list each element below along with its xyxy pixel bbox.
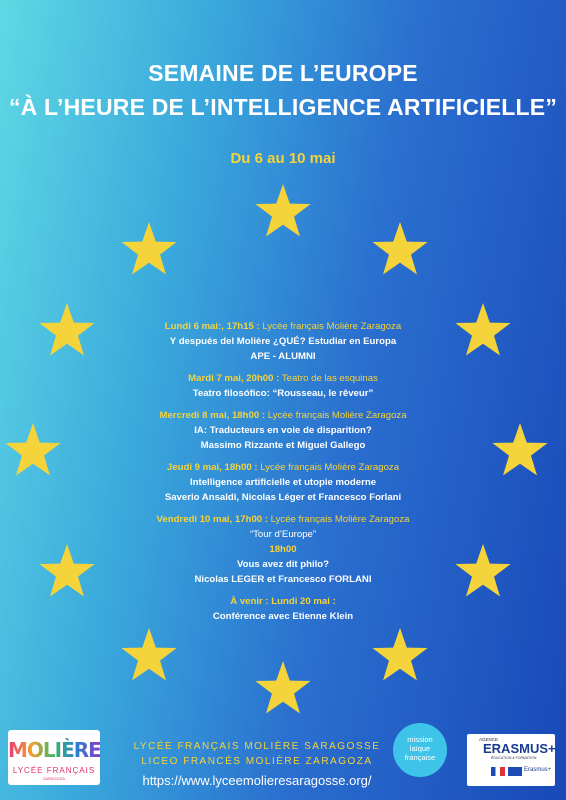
event-title: Conférence avec Etienne Klein <box>212 611 354 622</box>
event-where: Lycée français Molière Zaragoza <box>265 410 407 421</box>
erasmus-tag: ÉDUCATION & FORMATION <box>491 756 537 760</box>
event-when: Vendredi 10 mai, 17h00 : <box>156 514 268 525</box>
events-list <box>0 319 566 631</box>
erasmus-small: Erasmus+ <box>524 767 552 773</box>
star-icon <box>121 628 176 681</box>
event-when: À venir : Lundi 20 mai : <box>230 596 336 607</box>
event-item-monday <box>0 319 566 364</box>
event-item-wednesday <box>0 408 566 453</box>
france-flag-icon <box>491 767 505 776</box>
mission-laique-logo <box>393 723 447 777</box>
event-speakers: Massimo Rizzante et Miguel Gallego <box>200 440 366 451</box>
mlf-line: mission <box>407 735 433 744</box>
moliere-logo-sub2: ZARAGOZA <box>42 776 65 781</box>
event-title: Intelligence artificielle et utopie moderne <box>189 477 377 488</box>
event-when: Jeudi 9 mai, 18h00 : <box>166 462 258 473</box>
event-where: Teatro de las esquinas <box>279 373 378 384</box>
event-title: Y después del Molière ¿QUÉ? Estudiar en Europa <box>169 336 397 347</box>
event-item-tuesday <box>0 371 566 401</box>
event-where: Lycée français Molière Zaragoza <box>257 462 400 473</box>
erasmus-word: ERASMUS+ <box>483 741 556 756</box>
star-icon <box>255 184 310 237</box>
event-title: Vous avez dit philo? <box>236 559 330 570</box>
event-when: Lundi 6 mai:, 17h15 : <box>164 321 260 332</box>
event-when: Mardi 7 mai, 20h00 : <box>188 373 280 384</box>
erasmus-logo <box>467 734 555 786</box>
footer-website-link[interactable]: https://www.lyceemolieresaragosse.org/ <box>142 773 372 788</box>
event-dates: Du 6 au 10 mai <box>230 150 336 167</box>
moliere-logo-sub: LYCÉE FRANÇAIS <box>12 766 96 775</box>
event-where: Lycée français Molière Zaragoza <box>259 321 402 332</box>
event-item-upcoming <box>0 594 566 624</box>
footer-school-es: LICEO FRANCÉS MOLIÈRE ZARAGOZA <box>141 756 373 767</box>
event-title: Teatro filosófico: “Rousseau, le rêveur” <box>192 388 374 399</box>
event-speakers: APE - ALUMNI <box>250 351 316 362</box>
event-title: IA: Traducteurs en voie de disparition? <box>194 425 372 436</box>
event-when: Mercredi 8 mai, 18h00 : <box>159 410 266 421</box>
footer-school-fr: LYCÉE FRANÇAIS MOLIÈRE SARAGOSSE <box>133 741 381 752</box>
event-item-friday <box>0 512 566 587</box>
moliere-logo-word: MOLIÈRE <box>8 738 101 762</box>
star-icon <box>372 628 427 681</box>
erasmus-agence: AGENCE <box>479 737 499 742</box>
event-where: Lycée français Molière Zaragoza <box>267 514 410 525</box>
event-item-thursday <box>0 460 566 505</box>
poster-title: SEMAINE DE L’EUROPE <box>148 60 418 86</box>
event-speakers: Saverio Ansaldi, Nicolas Léger et Francesco Forlani <box>164 492 402 503</box>
mlf-line: française <box>404 753 436 762</box>
event-time: 18h00 <box>269 544 297 555</box>
event-speakers: Nicolas LEGER et Francesco FORLANI <box>194 574 372 585</box>
event-subtitle: “Tour d’Europe” <box>249 529 317 540</box>
eu-flag-icon <box>508 767 522 776</box>
poster-subtitle: “À L’HEURE DE L’INTELLIGENCE ARTIFICIELLE” <box>8 94 558 120</box>
star-icon <box>372 222 427 275</box>
star-icon <box>255 661 310 714</box>
moliere-logo <box>8 730 100 785</box>
mlf-line: laïque <box>409 744 431 753</box>
star-icon <box>121 222 176 275</box>
